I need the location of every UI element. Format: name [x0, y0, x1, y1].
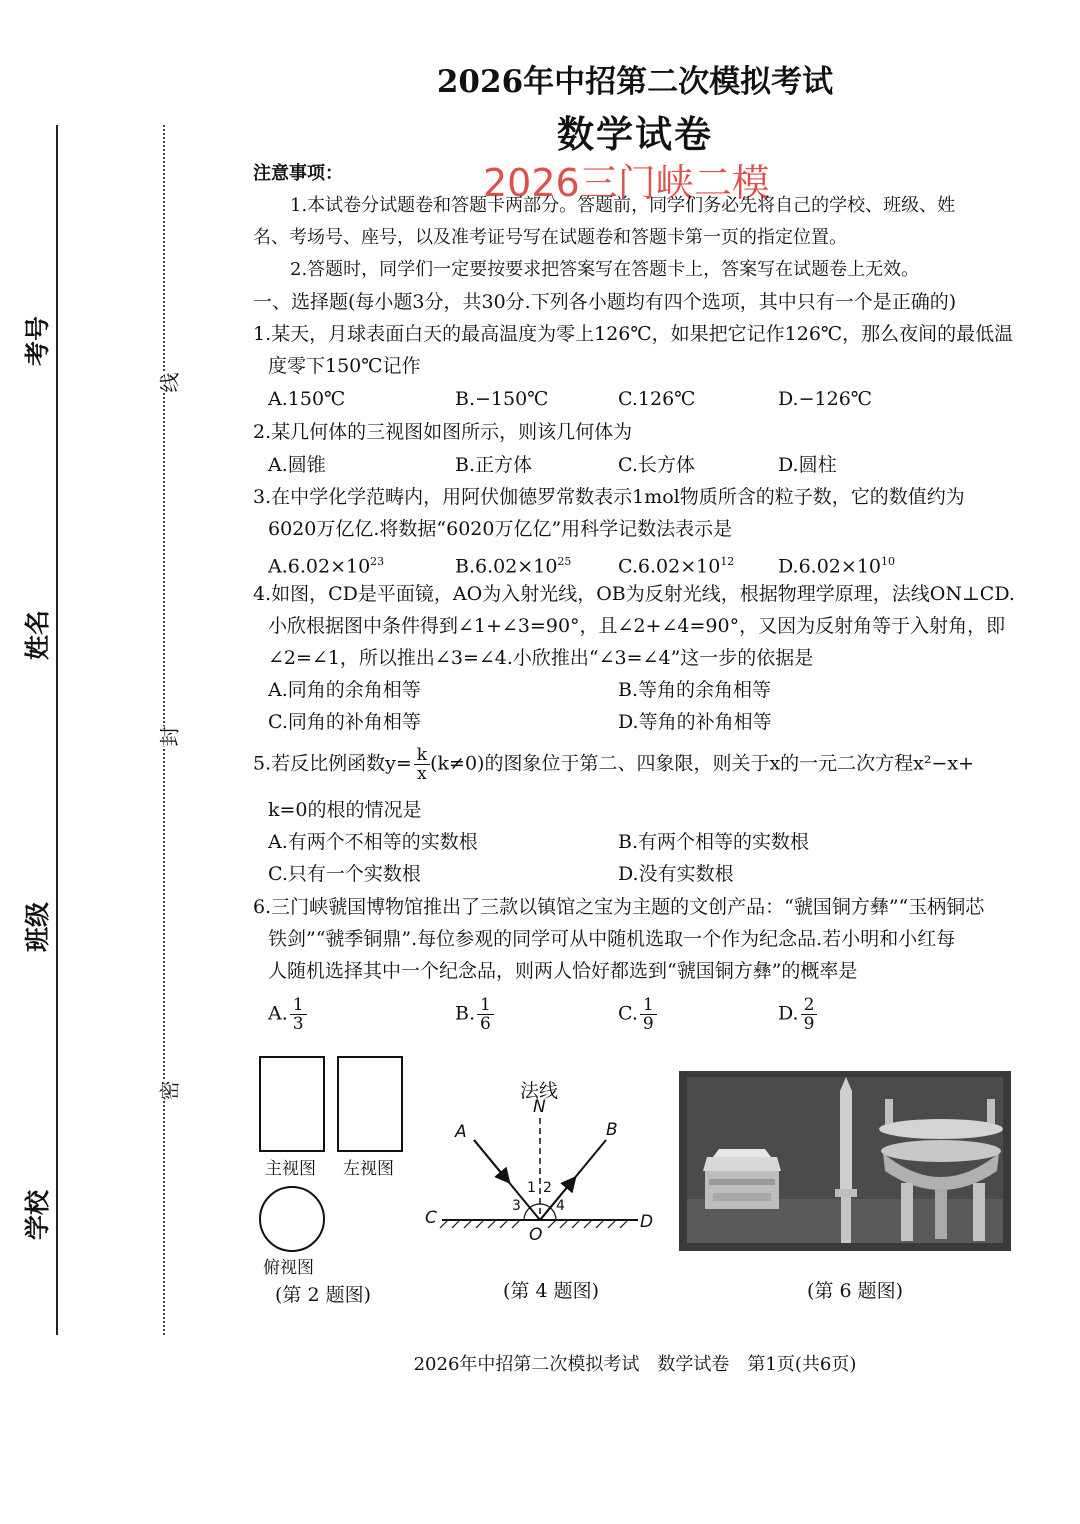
exam-title: 2026年中招第二次模拟考试: [436, 64, 834, 100]
fig4-angle-2: 2: [543, 1180, 552, 1196]
fig2-left-view-rect: [337, 1056, 403, 1152]
notice-item1-line1: 1.本试卷分试题卷和答题卡两部分。答题前，同学们务必先将自己的学校、班级、姓: [290, 195, 956, 216]
q6-option-a: [268, 996, 307, 1033]
seal-char-mi: 密: [152, 1081, 185, 1101]
q4-line1: 4.如图，CD是平面镜，AO为入射光线，OB为反射光线，根据物理学原理，法线ON⊥CD.: [253, 583, 1015, 605]
q6-option-a-label: A.: [268, 1002, 288, 1025]
q5-line2: k=0的根的情况是: [268, 799, 422, 821]
q3-option-d-exp: 10: [881, 555, 895, 568]
q5-line1-pre: 5.若反比例函数y=: [253, 752, 412, 775]
q3-option-b-base: B.6.02×10: [455, 555, 558, 578]
q3-option-c: [618, 546, 734, 582]
q4-option-a: A.同角的余角相等: [268, 679, 421, 701]
watermark-text: 2026三门峡二模: [483, 161, 770, 205]
q2-line1: 2.某几何体的三视图如图所示，则该几何体为: [253, 421, 633, 443]
q6-option-d-frac: [801, 996, 818, 1033]
notice-item2: 2.答题时，同学们一定要按要求把答案写在答题卡上，答案写在试题卷上无效。: [290, 259, 920, 280]
q5-option-c: C.只有一个实数根: [268, 863, 421, 885]
fig2-top-view-label: 俯视图: [263, 1258, 314, 1278]
fig4-label-o: O: [529, 1225, 543, 1245]
fig2-left-view-label: 左视图: [343, 1159, 394, 1179]
q6-option-b-num: 1: [477, 996, 494, 1015]
fig2-top-view-circle: [259, 1186, 325, 1252]
seal-char-feng: 封: [152, 727, 185, 747]
fig2-front-view-label: 主视图: [265, 1159, 316, 1179]
page-footer: 2026年中招第二次模拟考试 数学试卷 第1页(共6页): [413, 1354, 857, 1375]
fig4-label-c: C: [425, 1208, 437, 1228]
q1-option-b: B.−150℃: [455, 388, 549, 410]
seal-char-xian: 线: [152, 373, 185, 393]
fig4-caption: (第 4 题图): [503, 1280, 599, 1302]
fig4-label-d: D: [640, 1212, 654, 1232]
fig2-front-view-rect: [259, 1056, 325, 1152]
q6-option-d: [778, 996, 817, 1033]
q4-option-b: B.等角的余角相等: [618, 679, 772, 701]
q5-frac-den: x: [417, 764, 427, 784]
fig6-artifact-photo: [679, 1071, 1011, 1251]
q6-line1: 6.三门峡虢国博物馆推出了三款以镇馆之宝为主题的文创产品：“虢国铜方彝”“玉柄铜芯: [253, 896, 985, 918]
q3-line2: 6020万亿亿.将数据“6020万亿亿”用科学记数法表示是: [268, 518, 733, 540]
side-label-name: 姓名: [23, 609, 52, 660]
q3-line1: 3.在中学化学范畴内，用阿伏伽德罗常数表示1mol物质所含的粒子数，它的数值约为: [253, 486, 965, 508]
side-label-school: 学校: [23, 1189, 52, 1240]
notice-item1-line2: 名、考场号、座号，以及准考证号写在试题卷和答题卡第一页的指定位置。: [253, 227, 847, 248]
q1-line2: 度零下150℃记作: [268, 355, 421, 377]
q1-line1: 1.某天，月球表面白天的最高温度为零上126℃，如果把它记作126℃，那么夜间的最低温: [253, 323, 1014, 345]
side-label-class: 班级: [23, 901, 52, 952]
fig4-normal-label: 法线: [520, 1080, 559, 1102]
section1-heading: 一、选择题(每小题3分，共30分.下列各小题均有四个选项，其中只有一个是正确的): [253, 291, 957, 313]
q5-frac-num: k: [414, 746, 430, 765]
q1-option-c: C.126℃: [618, 388, 696, 410]
q3-option-b-exp: 25: [557, 555, 572, 568]
q1-option-d: D.−126℃: [778, 388, 873, 410]
q6-line2: 铁剑”“虢季铜鼎”.每位参观的同学可从中随机选取一个作为纪念品.若小明和小红每: [268, 928, 956, 950]
q5-option-a: A.有两个不相等的实数根: [268, 831, 478, 853]
q6-line3: 人随机选择其中一个纪念品，则两人恰好都选到“虢国铜方彝”的概率是: [268, 960, 858, 982]
q5-line1-post: (k≠0)的图象位于第二、四象限，则关于x的一元二次方程x²−x+: [430, 752, 975, 775]
fig6-caption: (第 6 题图): [807, 1280, 903, 1302]
q2-option-c: C.长方体: [618, 454, 695, 476]
q3-option-a-exp: 23: [370, 555, 385, 568]
q2-option-a: A.圆锥: [268, 454, 326, 476]
q6-option-a-den: 3: [292, 1014, 304, 1034]
q3-option-b: [455, 546, 571, 582]
q6-option-d-label: D.: [778, 1002, 799, 1025]
q3-option-a-base: A.6.02×10: [268, 555, 371, 578]
q2-option-d: D.圆柱: [778, 454, 837, 476]
fig6-fangyi-vessel: [703, 1149, 781, 1209]
notice-heading: 注意事项：: [253, 163, 343, 184]
q6-option-b-den: 6: [480, 1014, 491, 1034]
q5-option-d: D.没有实数根: [618, 863, 734, 885]
q6-option-a-frac: [290, 996, 307, 1033]
fig4-label-n: N: [533, 1097, 546, 1117]
q5-option-b: B.有两个相等的实数根: [618, 831, 810, 853]
q3-option-c-exp: 12: [720, 555, 735, 568]
q4-line3: ∠2=∠1，所以推出∠3=∠4.小欣推出“∠3=∠4”这一步的依据是: [268, 647, 814, 669]
binding-solid-line: [56, 125, 58, 1335]
q6-option-d-den: 9: [803, 1014, 815, 1034]
q6-option-b-label: B.: [455, 1002, 476, 1025]
fig4-incident-arrow: [474, 1140, 508, 1181]
q3-option-d: [778, 546, 895, 582]
q6-option-c-frac: [640, 996, 657, 1033]
fig4-label-b: B: [606, 1120, 618, 1140]
q5-fraction: [414, 746, 430, 783]
q4-option-c: C.同角的补角相等: [268, 711, 421, 733]
q6-option-c-label: C.: [618, 1002, 638, 1025]
q4-line2: 小欣根据图中条件得到∠1+∠3=90°，且∠2+∠4=90°，又因为反射角等于入射角，即: [268, 615, 1006, 637]
q3-option-a: [268, 546, 384, 582]
fig4-angle-4: 4: [556, 1198, 565, 1214]
fig2-caption: (第 2 题图): [275, 1284, 371, 1306]
fig4-angle-1: 1: [527, 1180, 536, 1196]
q6-option-d-num: 2: [801, 996, 818, 1015]
fig4-angle-3: 3: [512, 1198, 521, 1214]
q3-option-c-base: C.6.02×10: [618, 555, 721, 578]
q6-option-b-frac: [477, 996, 494, 1033]
q6-option-c: [618, 996, 657, 1033]
q4-option-d: D.等角的补角相等: [618, 711, 772, 733]
side-label-exam-no: 考号: [23, 315, 52, 366]
paper-title: 数学试卷: [557, 112, 713, 156]
q1-option-a: A.150℃: [268, 388, 346, 410]
q6-option-c-num: 1: [640, 996, 657, 1015]
q6-option-b: [455, 996, 494, 1033]
fig4-label-a: A: [455, 1122, 467, 1142]
q6-option-a-num: 1: [290, 996, 307, 1015]
q2-option-b: B.正方体: [455, 454, 533, 476]
q3-option-d-base: D.6.02×10: [778, 555, 881, 578]
q5-line1: [253, 746, 974, 783]
q6-option-c-den: 9: [642, 1014, 654, 1034]
